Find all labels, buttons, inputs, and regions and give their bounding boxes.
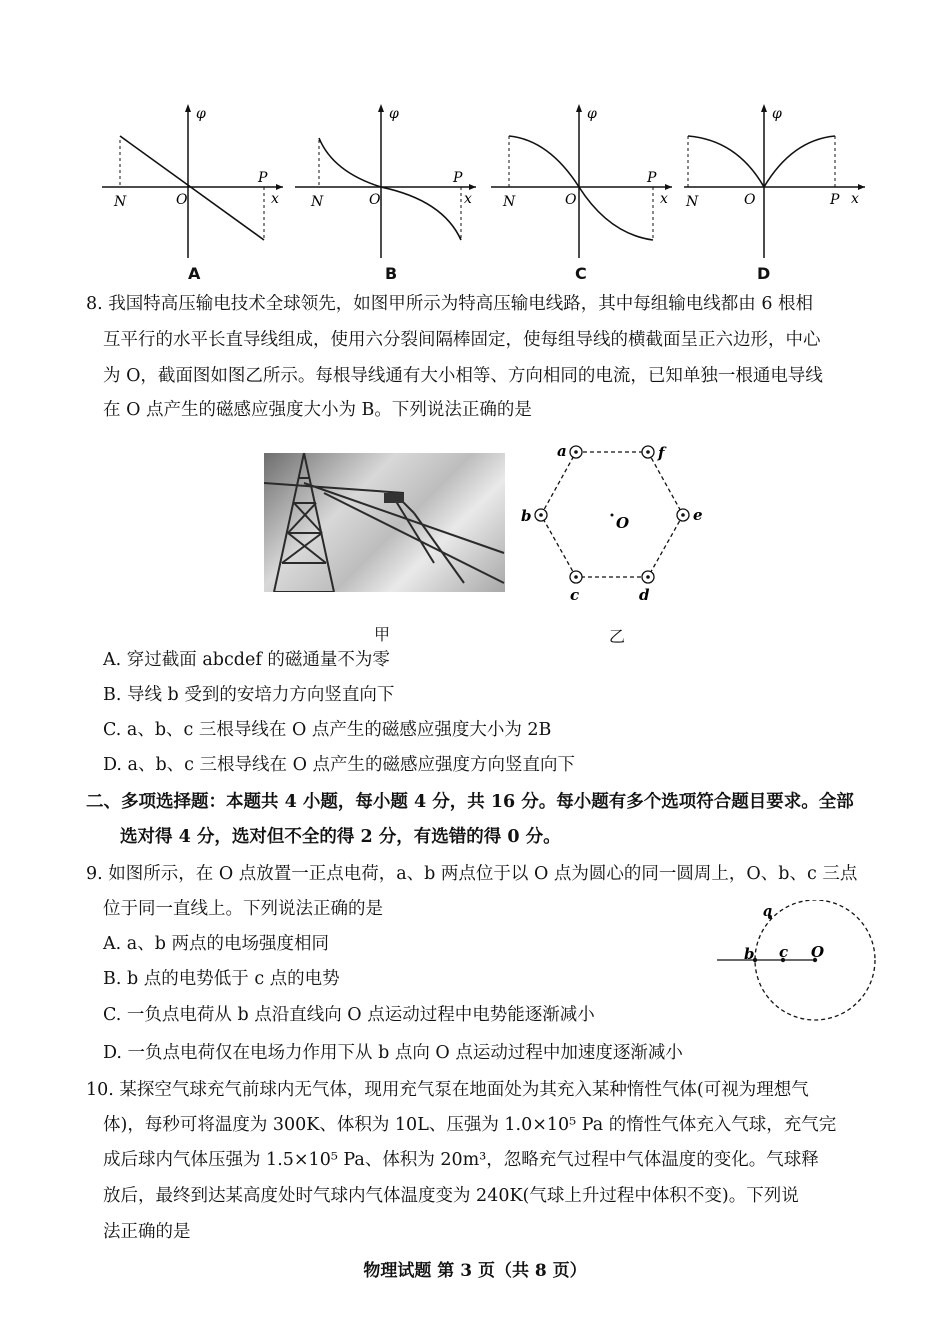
svg-text:x: x	[851, 191, 859, 207]
svg-text:N: N	[114, 194, 127, 210]
svg-text:O: O	[176, 192, 188, 208]
section2-heading: 二、多项选择题：本题共 4 小题，每小题 4 分，共 16 分。每小题有多个选项符合题目要求。全部	[86, 792, 854, 812]
graph-a-label: A	[188, 264, 201, 283]
svg-text:N: N	[686, 194, 699, 210]
svg-text:O: O	[369, 192, 381, 208]
q8-line-1: 8. 我国特高压输电技术全球领先，如图甲所示为特高压输电线路，其中每组输电线都由 6 根相	[86, 294, 814, 314]
graph-d	[682, 100, 867, 260]
svg-text:f: f	[658, 444, 665, 462]
svg-text:x: x	[660, 191, 668, 207]
svg-text:φ: φ	[772, 106, 782, 122]
q8-line-3: 为 O，截面图如图乙所示。每根导线通有大小相等、方向相同的电流，已知单独一根通电导线	[103, 366, 823, 386]
svg-text:O: O	[744, 192, 756, 208]
graph-a	[100, 100, 285, 260]
svg-text:O: O	[616, 514, 630, 532]
svg-text:N: N	[311, 194, 324, 210]
q8-option-a: A. 穿过截面 abcdef 的磁通量不为零	[103, 650, 390, 670]
q8-line-4: 在 O 点产生的磁感应强度大小为 B。下列说法正确的是	[103, 400, 532, 420]
svg-text:P: P	[830, 192, 840, 208]
q10-line-4: 放后，最终到达某高度处时气球内气体温度变为 240K(气球上升过程中体积不变)。下列说	[103, 1186, 799, 1206]
svg-text:O: O	[811, 943, 825, 961]
q8-option-b: B. 导线 b 受到的安培力方向竖直向下	[103, 685, 395, 705]
q8-option-c: C. a、b、c 三根导线在 O 点产生的磁感应强度大小为 2B	[103, 720, 552, 740]
fig-yi-caption: 乙	[609, 627, 626, 646]
svg-text:P: P	[258, 170, 268, 186]
q9-line-2: 位于同一直线上。下列说法正确的是	[103, 899, 383, 919]
transmission-tower-photo	[264, 453, 505, 592]
svg-text:b: b	[744, 945, 755, 963]
q9-option-b: B. b 点的电势低于 c 点的电势	[103, 969, 340, 989]
svg-text:O: O	[565, 192, 577, 208]
q10-line-2: 体)，每秒可将温度为 300K、体积为 10L、压强为 1.0×10⁵ Pa 的惰性气体充入气球，充气完	[103, 1115, 837, 1135]
page-footer: 物理试题 第 3 页（共 8 页）	[363, 1261, 587, 1281]
graph-b-label: B	[385, 264, 398, 283]
graph-a-curve	[120, 136, 264, 240]
svg-text:c: c	[570, 586, 580, 604]
svg-text:d: d	[639, 586, 650, 604]
svg-text:x: x	[271, 191, 279, 207]
svg-text:P: P	[453, 170, 463, 186]
q9-option-c: C. 一负点电荷从 b 点沿直线向 O 点运动过程中电势能逐渐减小	[103, 1005, 595, 1025]
svg-text:φ: φ	[587, 106, 597, 122]
svg-text:a: a	[763, 902, 773, 920]
q10-line-5: 法正确的是	[103, 1222, 191, 1242]
svg-text:b: b	[521, 507, 532, 525]
svg-text:N: N	[503, 194, 516, 210]
graph-d-label: D	[757, 264, 771, 283]
q10-line-1: 10. 某探空气球充气前球内无气体，现用充气泵在地面处为其充入某种惰性气体(可视为理想气	[86, 1080, 809, 1100]
graph-b-curve	[319, 138, 461, 240]
q8-line-2: 互平行的水平长直导线组成，使用六分裂间隔棒固定，使每组导线的横截面呈正六边形，中心	[103, 330, 821, 350]
graph-c-label: C	[575, 264, 587, 283]
graph-c	[489, 100, 674, 260]
q9-option-d: D. 一负点电荷仅在电场力作用下从 b 点向 O 点运动过程中加速度逐渐减小	[103, 1043, 683, 1063]
svg-text:a: a	[557, 442, 567, 460]
phi-label: φ	[196, 106, 206, 122]
graph-c-curve	[509, 136, 653, 240]
q9-option-a: A. a、b 两点的电场强度相同	[103, 934, 329, 954]
q8-option-d: D. a、b、c 三根导线在 O 点产生的磁感应强度方向竖直向下	[103, 755, 576, 775]
svg-text:c: c	[779, 943, 789, 961]
svg-text:e: e	[693, 506, 703, 524]
hexagon-diagram	[515, 440, 715, 610]
q9-line-1: 9. 如图所示，在 O 点放置一正点电荷，a、b 两点位于以 O 点为圆心的同一圆周上，O、b、c 三点	[86, 864, 858, 884]
circle-diagram	[715, 900, 885, 1045]
section2-heading-2: 选对得 4 分，选对但不全的得 2 分，有选错的得 0 分。	[120, 827, 561, 847]
graph-b	[293, 100, 478, 260]
fig-jia-caption: 甲	[374, 625, 391, 644]
graph-d-curve	[688, 136, 835, 187]
svg-text:x: x	[464, 191, 472, 207]
q10-line-3: 成后球内气体压强为 1.5×10⁵ Pa、体积为 20m³，忽略充气过程中气体温度的变化。气球释	[103, 1150, 819, 1170]
svg-text:φ: φ	[389, 106, 399, 122]
svg-text:P: P	[647, 170, 657, 186]
